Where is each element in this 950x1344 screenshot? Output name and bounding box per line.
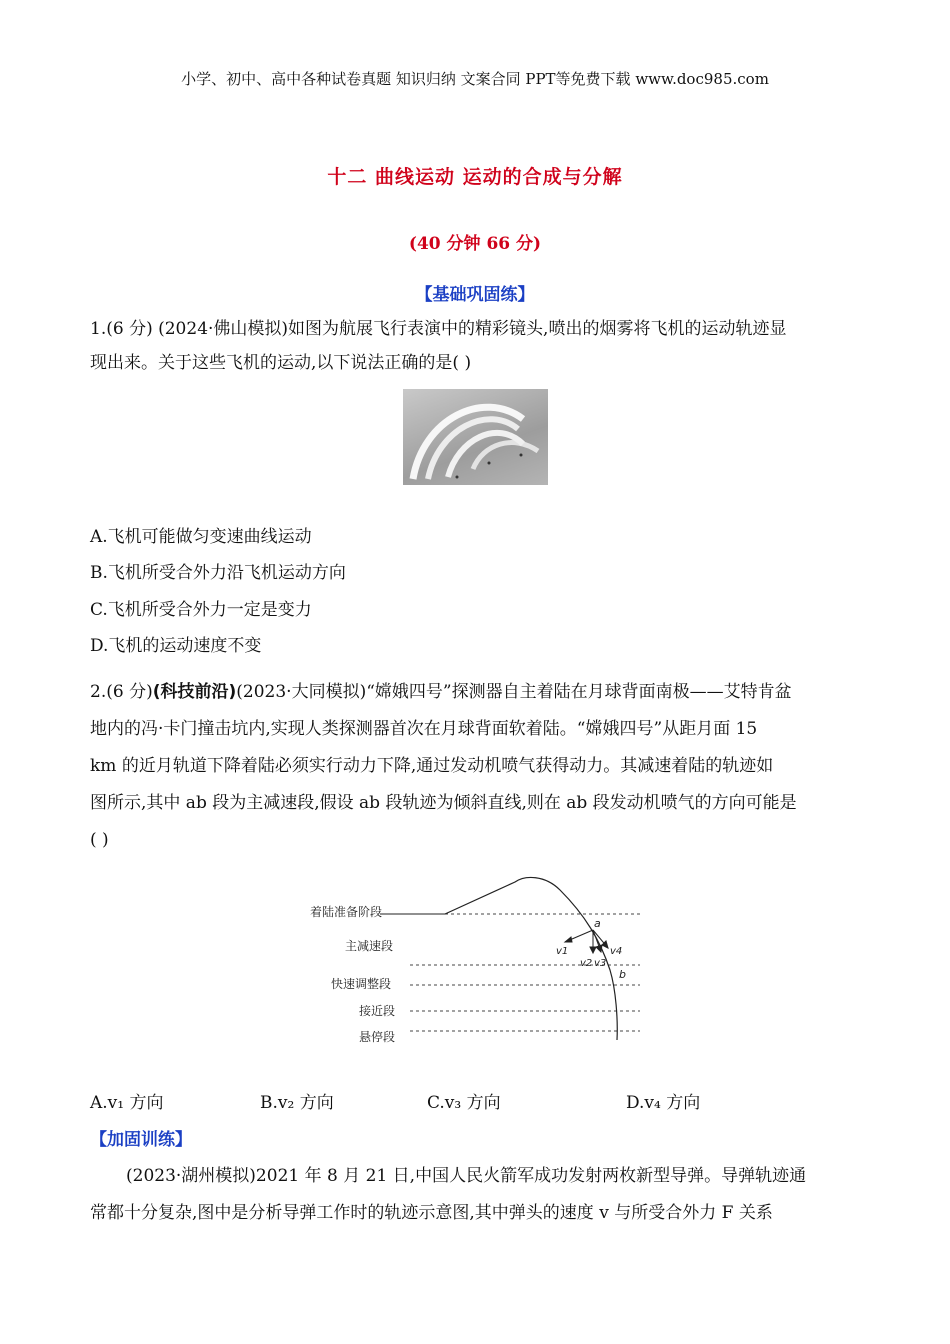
page-subtitle: (40 分钟 66 分) bbox=[408, 234, 542, 254]
label-v3: v3 bbox=[594, 958, 607, 969]
q2-option-c: C.v₃ 方向 bbox=[427, 1093, 501, 1113]
label-v1: v1 bbox=[556, 946, 569, 957]
q2-stem-line5: ( ) bbox=[90, 830, 109, 850]
q2-line1-rest: (2023·大同模拟)“嫦娥四号”探测器自主着陆在月球背面南极——艾特肯盆 bbox=[236, 682, 792, 702]
q2-prefix: 2.(6 分) bbox=[90, 682, 153, 702]
q1-option-b: B.飞机所受合外力沿飞机运动方向 bbox=[90, 563, 346, 583]
q2-stem-line2: 地内的冯·卡门撞击坑内,实现人类探测器首次在月球背面软着陆。“嫦娥四号”从距月面 15 bbox=[90, 719, 758, 739]
q1-option-a: A.飞机可能做匀变速曲线运动 bbox=[90, 527, 312, 547]
page-title: 十二 曲线运动 运动的合成与分解 bbox=[327, 166, 623, 188]
stage-fast-adjust: 快速调整段 bbox=[331, 977, 392, 991]
q2-option-d: D.v₄ 方向 bbox=[626, 1093, 701, 1113]
reinforce-line2: 常都十分复杂,图中是分析导弹工作时的轨迹示意图,其中弹头的速度 v 与所受合外力 F 关系 bbox=[90, 1203, 773, 1223]
q2-stem bbox=[90, 674, 860, 859]
smoke-trails-image bbox=[403, 389, 548, 485]
section-basic: 【基础巩固练】 bbox=[415, 285, 535, 305]
q1-option-d: D.飞机的运动速度不变 bbox=[90, 636, 262, 656]
q1-stem-line2: 现出来。关于这些飞机的运动,以下说法正确的是( ) bbox=[90, 353, 472, 373]
reinforce-line1: (2023·湖州模拟)2021 年 8 月 21 日,中国人民火箭军成功发射两枚新型导弹。导弹轨迹通 bbox=[126, 1166, 807, 1186]
q1-stem bbox=[90, 312, 860, 380]
label-point-a: a bbox=[594, 917, 601, 930]
q2-stem-line3: km 的近月轨道下降着陆必须实行动力下降,通过发动机喷气获得动力。其减速着陆的轨迹如 bbox=[90, 756, 774, 776]
section-reinforce: 【加固训练】 bbox=[90, 1130, 192, 1150]
stage-approach: 接近段 bbox=[359, 1004, 396, 1018]
q1-option-c: C.飞机所受合外力一定是变力 bbox=[90, 600, 312, 620]
label-point-b: b bbox=[619, 968, 626, 981]
label-v4: v4 bbox=[610, 946, 623, 957]
stage-landing-prep: 着陆准备阶段 bbox=[310, 905, 383, 919]
q2-option-a: A.v₁ 方向 bbox=[90, 1093, 164, 1113]
page-header: 小学、初中、高中各种试卷真题 知识归纳 文案合同 PPT等免费下载 www.doc985.com bbox=[181, 70, 769, 88]
label-v2: v2 bbox=[580, 958, 593, 969]
q2-stem-line1 bbox=[90, 674, 860, 711]
landing-trajectory-diagram bbox=[310, 870, 650, 1050]
q2-option-b: B.v₂ 方向 bbox=[260, 1093, 334, 1113]
reinforce-stem bbox=[90, 1158, 860, 1232]
q1-stem-line1: 1.(6 分) (2024·佛山模拟)如图为航展飞行表演中的精彩镜头,喷出的烟雾将飞机的运动轨迹显 bbox=[90, 319, 787, 339]
stage-hover: 悬停段 bbox=[359, 1030, 396, 1044]
q2-tag: (科技前沿) bbox=[152, 682, 237, 702]
airshow-photo bbox=[403, 389, 548, 485]
q2-stem-line4: 图所示,其中 ab 段为主减速段,假设 ab 段轨迹为倾斜直线,则在 ab 段发动机喷气的方向可能是 bbox=[90, 793, 797, 813]
stage-main-deceleration: 主减速段 bbox=[345, 939, 394, 953]
